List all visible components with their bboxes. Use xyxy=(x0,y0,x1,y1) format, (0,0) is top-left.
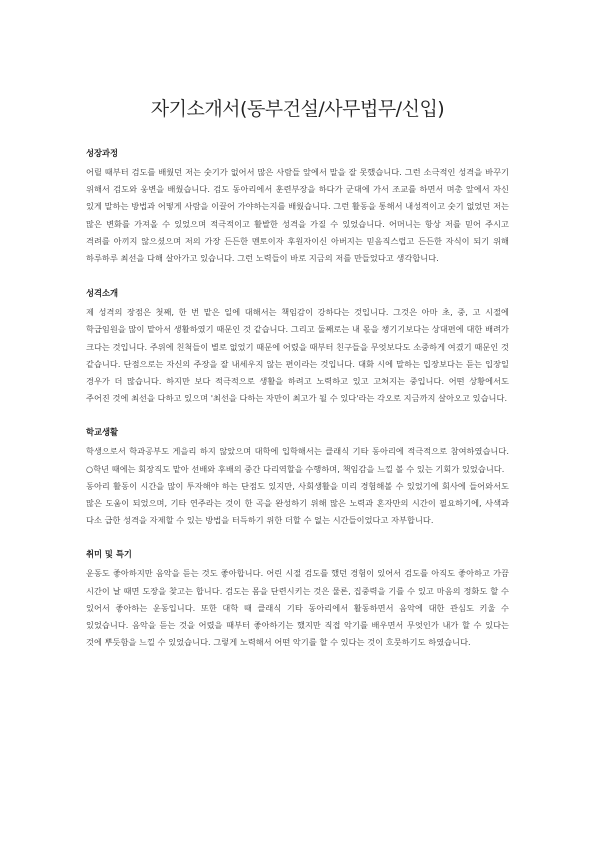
section-paragraph: 제 성격의 장점은 첫째, 한 번 맡은 일에 대해서는 책임감이 강하다는 것입니다. 그것은 아마 초, 중, 고 시절에 학급임원을 많이 맡아서 생활하였기 때문인 것 같습니다. 그리고 둘째로는 내 몫을 챙기기보다는 상대편에 대한 배려가 크다는 것입니다. 주위에 친척들이 별로 없었기 때문에 어렸을 때부터 친구들을 무엇보다도 소중하게 여겼기 때문인 것 같습니다. 단점으로는 자신의 주장을 잘 내세우지 않는 편이라는 것입니다. 대화 시에 말하는 입장보다는 듣는 입장일 경우가 더 많습니다. 하지만 보다 적극적으로 생활을 하려고 노력하고 있고 고쳐지는 중입니다. 어떤 상황에서도 주어진 것에 최선을 다하고 있으며 '최선을 다하는 자만이 최고가 될 수 있다'라는 각오로 지금까지 살아오고 있습니다. xyxy=(86,307,509,404)
section-heading: 성장과정 xyxy=(86,148,119,158)
section-paragraph: 운동도 좋아하지만 음악을 듣는 것도 좋아합니다. 어린 시절 검도를 했던 경험이 있어서 검도를 아직도 좋아하고 가끔 시간이 날 때면 도장을 찾고는 합니다. 검도는 몸을 단련시키는 것은 물론, 집중력을 기를 수 있고 마음의 정화도 할 수 있어서 좋아하는 운동입니다. 또한 대학 때 클래식 기타 동아리에서 활동하면서 음악에 대한 관심도 키울 수 있었습니다. 음악을 듣는 것을 어렸을 때부터 좋아하기는 했지만 직접 악기를 배우면서 무엇인가 내가 할 수 있다는 것에 뿌듯함을 느낄 수 있었습니다. 그렇게 노력해서 어떤 악기를 할 수 있다는 것이 흐뭇하기도 하였습니다. xyxy=(86,568,509,648)
section-hobbies xyxy=(86,546,509,651)
section-paragraph: 학생으로서 학과공부도 게을리 하지 않았으며 대학에 입학해서는 클래식 기타 동아리에 적극적으로 참여하였습니다. ○학년 때에는 회장직도 맡아 선배와 후배의 중간 다리역할을 수행하며, 책임감을 느낄 볼 수 있는 기회가 있었습니다. xyxy=(86,446,509,474)
document-title: 자기소개서(동부건설/사무법무/신입) xyxy=(150,98,445,120)
section-heading: 성격소개 xyxy=(86,288,119,299)
section-personality xyxy=(86,285,509,407)
section-heading: 취미 및 특기 xyxy=(86,549,132,560)
section-school-life xyxy=(86,424,509,529)
section-paragraph: 어릴 때부터 검도를 배웠던 저는 숫기가 없어서 많은 사람들 앞에서 말을 잘 못했습니다. 그런 소극적인 성격을 바꾸기 위해서 검도와 웅변을 배웠습니다. 검도 동아리에서 훈련부장을 하다가 군대에 가서 조교를 하면서 며총 앞에서 자신 있게 말하는 방법과 어떻게 사람을 이끌어 가야하는지를 배웠습니다. 그런 활동을 통해서 내성적이고 숫기 없었던 저는 많은 변화를 가져올 수 있었으며 적극적이고 활발한 성격을 가질 수 있었습니다. 어머니는 항상 저를 믿어 주시고 격려를 아끼지 않으셨으며 저의 가장 든든한 멘토이자 후원자이신 아버지는 믿음직스럽고 든든한 자식이 되기 위해 하루하루 최선을 다해 살아가고 있습니다. 그런 노력들이 바로 지금의 저를 만들었다고 생각합니다. xyxy=(86,167,509,264)
section-paragraph: 동아리 활동이 시간을 많이 투자해야 하는 단점도 있지만, 사회생활을 미리 경험해볼 수 있었기에 회사에 들어와서도 많은 도움이 되었으며, 기타 연주라는 것이 한 곡을 완성하기 위해 많은 노력과 혼자만의 시간이 필요하기에, 사색과 다소 급한 성격을 자제할 수 있는 방법을 터득하기 위한 더할 수 없는 시간들이었다고 자부합니다. xyxy=(86,480,509,526)
section-heading: 학교생활 xyxy=(86,427,119,438)
section-growth xyxy=(86,145,509,267)
